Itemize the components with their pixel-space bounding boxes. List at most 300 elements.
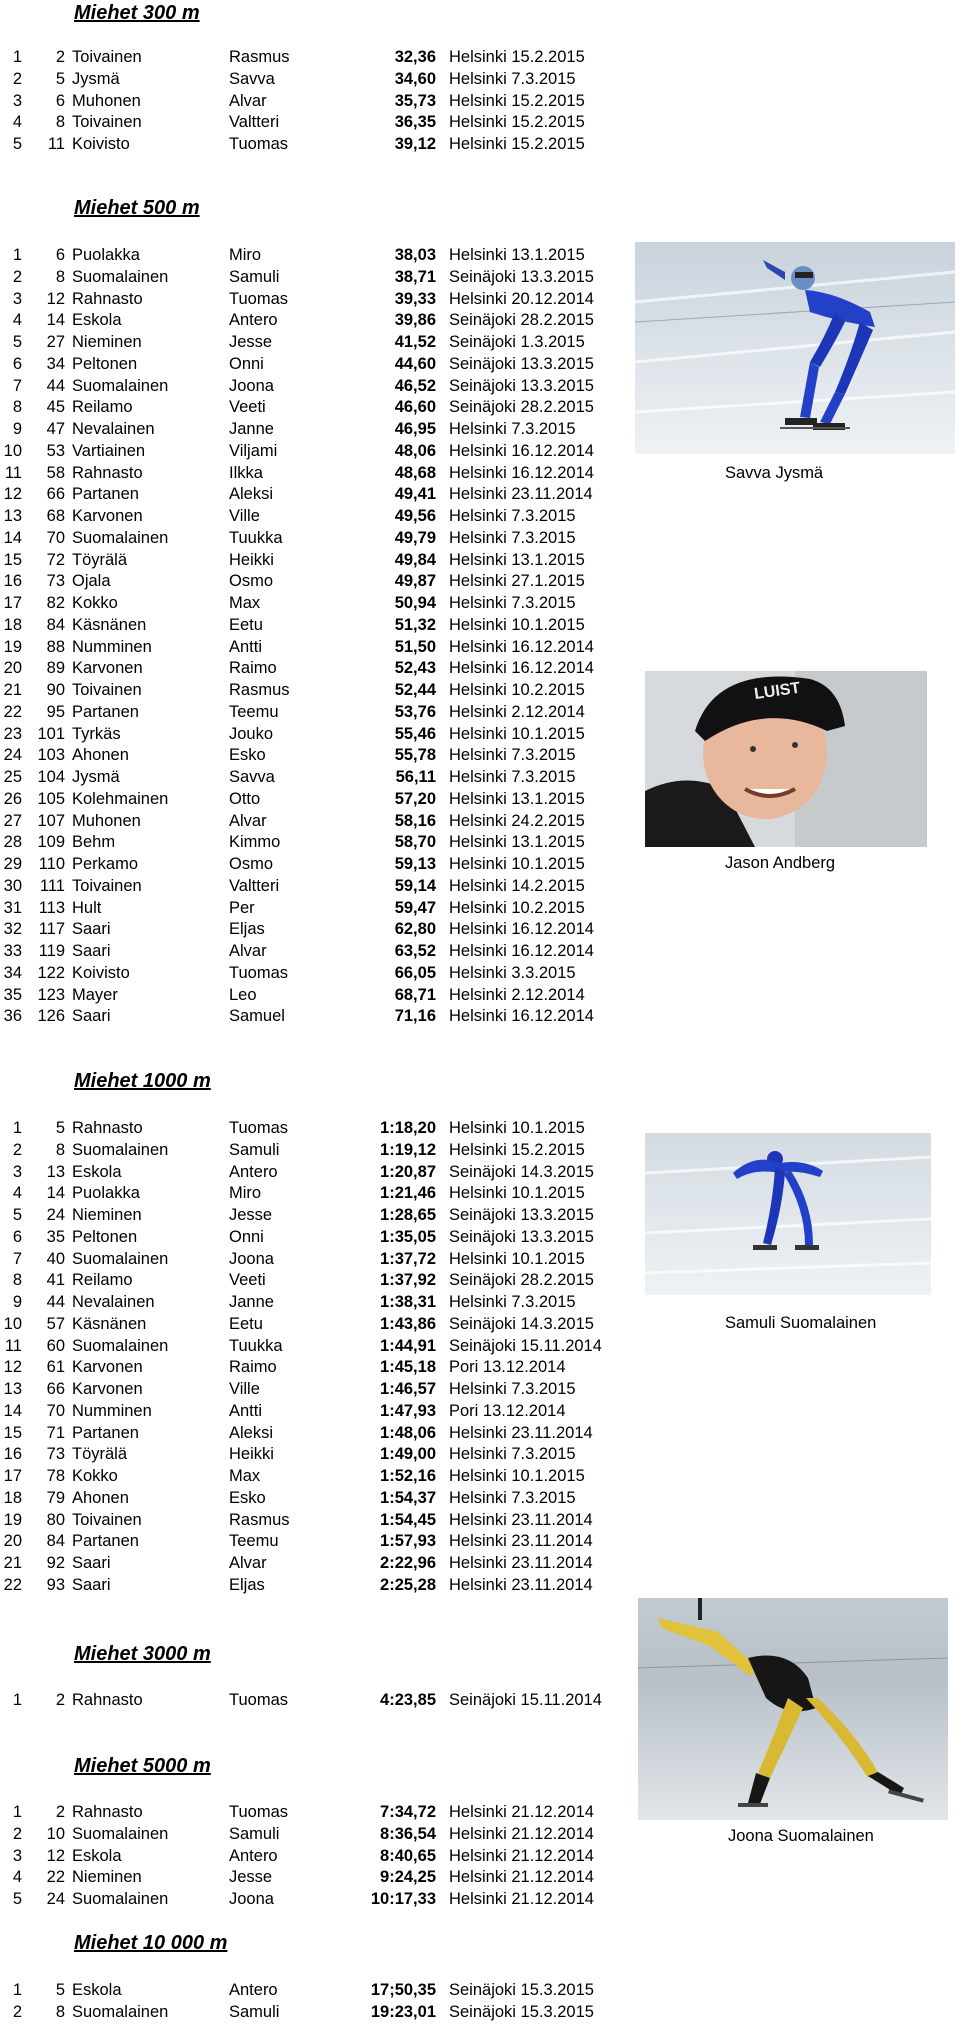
result-place: Helsinki 2.12.2014 (449, 702, 585, 721)
result-firstname: Teemu (229, 1532, 279, 1551)
result-lastname: Muhonen (72, 811, 141, 830)
result-time: 1:54,37 (380, 1488, 436, 1507)
result-lastname: Reilamo (72, 398, 133, 417)
result-firstname: Ville (229, 1380, 260, 1398)
result-place: Seinäjoki 28.2.2015 (449, 398, 594, 417)
result-bib: 79 (46, 1488, 65, 1507)
result-lastname: Kokko (72, 594, 118, 612)
result-lastname: Nevalainen (72, 420, 155, 438)
result-time: 1:35,05 (380, 1227, 436, 1246)
result-time: 58,70 (394, 833, 436, 852)
result-firstname: Raimo (229, 1358, 277, 1377)
result-firstname: Joona (229, 376, 274, 395)
result-place: Seinäjoki 15.3.2015 (449, 1981, 594, 1999)
result-rank: 22 (3, 702, 22, 721)
result-time: 1:49,00 (380, 1445, 436, 1464)
result-time: 51,32 (394, 615, 436, 634)
result-firstname: Joona (229, 1890, 274, 1908)
result-time: 46,95 (394, 420, 436, 438)
result-firstname: Esko (229, 1488, 266, 1507)
result-time: 2:22,96 (380, 1554, 436, 1572)
result-lastname: Ahonen (72, 746, 129, 765)
result-firstname: Tuukka (229, 1336, 283, 1355)
result-time: 1:28,65 (380, 1206, 436, 1224)
result-rank: 7 (12, 376, 22, 395)
skater-yellow-black-suit-photo (638, 1598, 948, 1820)
result-bib: 70 (46, 1401, 65, 1420)
result-firstname: Esko (229, 746, 266, 765)
result-place: Helsinki 15.2.2015 (449, 91, 585, 110)
result-lastname: Mayer (72, 985, 118, 1004)
result-firstname: Aleksi (229, 485, 274, 504)
result-firstname: Otto (229, 789, 261, 808)
result-bib: 72 (46, 550, 65, 569)
result-firstname: Per (229, 898, 255, 917)
result-lastname: Nieminen (72, 1868, 142, 1887)
result-bib: 6 (55, 246, 65, 264)
result-lastname: Suomalainen (72, 1140, 169, 1159)
result-place: Seinäjoki 15.3.2015 (449, 2002, 594, 2021)
result-time: 49,41 (394, 485, 436, 504)
result-rank: 36 (3, 1007, 22, 1026)
result-firstname: Antero (229, 1846, 278, 1865)
result-time: 1:37,72 (380, 1249, 436, 1268)
result-firstname: Savva (229, 69, 275, 88)
result-lastname: Numminen (72, 1401, 152, 1420)
result-bib: 41 (46, 1271, 65, 1290)
result-bib: 24 (46, 1890, 65, 1908)
result-rank: 3 (12, 91, 22, 110)
result-bib: 119 (38, 942, 65, 960)
result-rank: 10 (3, 441, 22, 460)
result-lastname: Toivainen (72, 876, 142, 895)
result-time: 56,11 (395, 768, 436, 786)
result-firstname: Alvar (229, 1554, 267, 1572)
result-place: Pori 13.12.2014 (449, 1401, 566, 1420)
result-firstname: Max (229, 594, 261, 612)
result-bib: 53 (46, 441, 65, 460)
result-firstname: Alvar (229, 811, 267, 830)
result-bib: 14 (46, 311, 65, 330)
result-time: 55,46 (394, 724, 436, 743)
result-place: Seinäjoki 13.3.2015 (449, 1227, 594, 1246)
result-firstname: Rasmus (229, 48, 290, 66)
result-place: Seinäjoki 28.2.2015 (449, 311, 594, 330)
result-firstname: Tuomas (229, 1119, 288, 1137)
result-time: 1:46,57 (380, 1380, 436, 1398)
result-lastname: Käsnänen (72, 615, 147, 634)
result-firstname: Veeti (229, 398, 266, 417)
result-place: Helsinki 7.3.2015 (449, 528, 576, 547)
result-rank: 5 (12, 1890, 22, 1908)
result-firstname: Antero (229, 311, 278, 330)
result-place: Helsinki 3.3.2015 (449, 963, 576, 982)
result-firstname: Joona (229, 1249, 274, 1268)
result-time: 1:18,20 (380, 1119, 436, 1137)
result-place: Helsinki 23.11.2014 (449, 485, 593, 504)
result-bib: 66 (46, 1380, 65, 1398)
result-firstname: Heikki (229, 550, 274, 569)
result-rank: 13 (3, 507, 22, 525)
result-rank: 18 (3, 1488, 22, 1507)
result-bib: 93 (46, 1575, 65, 1594)
result-rank: 29 (3, 855, 22, 873)
result-lastname: Peltonen (72, 1227, 138, 1246)
result-time: 1:38,31 (380, 1293, 436, 1311)
result-rank: 31 (3, 898, 22, 917)
result-place: Helsinki 7.3.2015 (449, 69, 576, 88)
result-time: 48,06 (394, 441, 436, 460)
result-bib: 68 (46, 507, 65, 525)
result-time: 1:44,91 (380, 1336, 436, 1355)
result-rank: 3 (12, 1846, 22, 1865)
result-time: 55,78 (394, 746, 436, 765)
result-time: 8:36,54 (380, 1824, 436, 1843)
result-lastname: Partanen (72, 485, 139, 504)
result-time: 1:48,06 (380, 1423, 436, 1442)
result-time: 34,60 (394, 69, 436, 88)
result-time: 68,71 (394, 985, 436, 1004)
result-place: Helsinki 15.2.2015 (449, 135, 585, 153)
result-lastname: Saari (72, 942, 111, 960)
result-lastname: Karvonen (72, 1380, 143, 1398)
result-time: 7:34,72 (380, 1803, 436, 1821)
result-rank: 2 (12, 267, 22, 286)
result-lastname: Töyrälä (72, 550, 128, 569)
result-rank: 6 (12, 354, 22, 373)
result-place: Seinäjoki 13.3.2015 (449, 1206, 594, 1224)
result-rank: 11 (4, 463, 22, 482)
result-firstname: Leo (229, 985, 257, 1004)
result-bib: 73 (46, 1445, 65, 1464)
result-lastname: Hult (72, 898, 102, 917)
result-rank: 4 (12, 311, 22, 330)
section-heading: Miehet 300 m (74, 2, 200, 24)
photo-caption: Savva Jysmä (725, 464, 824, 482)
result-bib: 58 (46, 463, 65, 482)
result-rank: 35 (3, 985, 22, 1004)
result-lastname: Suomalainen (72, 1890, 169, 1908)
result-firstname: Samuli (229, 1140, 280, 1159)
result-place: Seinäjoki 13.3.2015 (449, 376, 594, 395)
result-rank: 33 (3, 942, 22, 960)
result-firstname: Antti (229, 1401, 263, 1420)
result-rank: 15 (3, 1423, 22, 1442)
result-bib: 103 (37, 746, 65, 765)
result-place: Helsinki 10.2.2015 (449, 681, 585, 699)
result-lastname: Toivainen (72, 48, 142, 66)
result-time: 2:25,28 (380, 1575, 436, 1594)
result-lastname: Saari (72, 920, 111, 939)
result-time: 49,79 (394, 528, 436, 547)
result-place: Helsinki 21.12.2014 (449, 1868, 594, 1887)
result-rank: 22 (3, 1575, 22, 1594)
result-rank: 5 (12, 1206, 22, 1224)
result-place: Helsinki 7.3.2015 (449, 507, 576, 525)
result-lastname: Rahnasto (72, 1803, 143, 1821)
result-place: Helsinki 23.11.2014 (449, 1423, 593, 1442)
result-time: 1:37,92 (380, 1271, 436, 1290)
result-rank: 8 (12, 398, 22, 417)
result-rank: 2 (12, 69, 22, 88)
result-lastname: Partanen (72, 1423, 139, 1442)
result-rank: 23 (3, 724, 22, 743)
result-time: 38,71 (394, 267, 436, 286)
result-bib: 45 (46, 398, 65, 417)
result-bib: 5 (55, 1119, 65, 1137)
result-lastname: Karvonen (72, 1358, 143, 1377)
result-time: 71,16 (394, 1007, 436, 1026)
result-rank: 1 (12, 1981, 22, 1999)
result-rank: 21 (3, 1554, 22, 1572)
result-rank: 16 (3, 572, 22, 591)
result-bib: 78 (46, 1467, 65, 1485)
result-bib: 12 (46, 1846, 65, 1865)
result-bib: 104 (37, 768, 65, 786)
result-firstname: Tuomas (229, 963, 288, 982)
result-place: Helsinki 7.3.2015 (449, 1293, 576, 1311)
result-bib: 5 (55, 1981, 65, 1999)
result-lastname: Nieminen (72, 333, 142, 351)
result-rank: 14 (3, 1401, 22, 1420)
result-rank: 7 (12, 1249, 22, 1268)
result-firstname: Samuel (229, 1007, 285, 1026)
result-place: Helsinki 10.1.2015 (449, 1119, 585, 1137)
result-time: 57,20 (394, 789, 436, 808)
result-firstname: Viljami (229, 441, 278, 460)
result-place: Helsinki 7.3.2015 (449, 420, 576, 438)
result-place: Helsinki 27.1.2015 (449, 572, 585, 591)
result-bib: 109 (37, 833, 65, 852)
result-bib: 95 (46, 702, 65, 721)
result-bib: 66 (46, 485, 65, 504)
result-place: Helsinki 13.1.2015 (449, 789, 585, 808)
result-lastname: Eskola (72, 311, 122, 330)
result-place: Helsinki 7.3.2015 (449, 746, 576, 765)
result-time: 59,13 (394, 855, 436, 873)
result-place: Helsinki 10.1.2015 (449, 1467, 585, 1485)
result-rank: 2 (12, 1140, 22, 1159)
result-time: 44,60 (394, 354, 436, 373)
result-lastname: Vartiainen (72, 441, 146, 460)
result-bib: 12 (46, 289, 65, 308)
result-rank: 8 (12, 1271, 22, 1290)
result-bib: 122 (37, 963, 65, 982)
result-rank: 18 (3, 615, 22, 634)
result-bib: 111 (39, 876, 65, 895)
section-heading: Miehet 3000 m (74, 1643, 211, 1665)
result-rank: 2 (12, 2002, 22, 2021)
result-time: 1:54,45 (380, 1510, 436, 1529)
result-rank: 24 (3, 746, 22, 765)
result-lastname: Numminen (72, 637, 152, 656)
result-firstname: Veeti (229, 1271, 266, 1290)
result-time: 4:23,85 (380, 1691, 436, 1709)
result-lastname: Jysmä (72, 768, 120, 786)
result-bib: 35 (46, 1227, 65, 1246)
result-firstname: Tuomas (229, 1803, 288, 1821)
result-place: Helsinki 23.11.2014 (449, 1554, 593, 1572)
result-firstname: Samuli (229, 2002, 280, 2021)
result-bib: 44 (46, 376, 65, 395)
result-lastname: Ahonen (72, 1488, 129, 1507)
result-place: Helsinki 15.2.2015 (449, 113, 585, 132)
result-firstname: Jesse (229, 333, 273, 351)
result-time: 1:43,86 (380, 1314, 436, 1333)
result-bib: 123 (37, 985, 65, 1004)
result-time: 1:57,93 (380, 1532, 436, 1551)
result-lastname: Behm (72, 833, 116, 852)
result-rank: 13 (3, 1380, 22, 1398)
result-firstname: Savva (229, 768, 275, 786)
result-bib: 73 (46, 572, 65, 591)
result-place: Helsinki 10.1.2015 (449, 855, 585, 873)
result-bib: 27 (46, 333, 65, 351)
result-firstname: Samuli (229, 1824, 280, 1843)
result-place: Helsinki 21.12.2014 (449, 1803, 594, 1821)
result-rank: 4 (12, 113, 22, 132)
result-place: Helsinki 10.1.2015 (449, 1249, 585, 1268)
result-rank: 32 (3, 920, 22, 939)
result-firstname: Eljas (229, 1575, 265, 1594)
result-rank: 19 (3, 1510, 22, 1529)
result-place: Seinäjoki 15.11.2014 (449, 1336, 602, 1355)
result-place: Seinäjoki 15.11.2014 (449, 1691, 602, 1709)
photo-caption: Jason Andberg (725, 854, 836, 872)
result-lastname: Jysmä (72, 69, 120, 88)
result-bib: 11 (47, 135, 65, 153)
result-place: Helsinki 23.11.2014 (449, 1532, 593, 1551)
result-place: Helsinki 7.3.2015 (449, 768, 576, 786)
result-lastname: Töyrälä (72, 1445, 128, 1464)
result-place: Helsinki 16.12.2014 (449, 441, 594, 460)
result-bib: 6 (55, 91, 65, 110)
result-firstname: Eetu (229, 615, 263, 634)
result-place: Helsinki 14.2.2015 (449, 876, 585, 895)
result-time: 49,87 (394, 572, 436, 591)
result-bib: 8 (55, 113, 65, 132)
result-place: Helsinki 21.12.2014 (449, 1824, 594, 1843)
result-place: Seinäjoki 14.3.2015 (449, 1314, 594, 1333)
result-rank: 3 (12, 289, 22, 308)
result-rank: 34 (3, 963, 22, 982)
result-rank: 5 (12, 135, 22, 153)
result-firstname: Max (229, 1467, 261, 1485)
result-firstname: Alvar (229, 942, 267, 960)
result-place: Helsinki 24.2.2015 (449, 811, 585, 830)
result-lastname: Peltonen (72, 354, 138, 373)
svg-text:LUIST: LUIST (753, 679, 802, 703)
result-rank: 14 (3, 528, 22, 547)
result-lastname: Kokko (72, 1467, 118, 1485)
result-lastname: Rahnasto (72, 1119, 143, 1137)
result-bib: 8 (55, 2002, 65, 2021)
result-bib: 82 (46, 594, 65, 612)
result-rank: 5 (12, 333, 22, 351)
result-place: Helsinki 10.1.2015 (449, 615, 585, 634)
result-firstname: Eljas (229, 920, 265, 939)
result-rank: 9 (12, 420, 22, 438)
result-rank: 16 (3, 1445, 22, 1464)
result-rank: 27 (3, 811, 22, 830)
result-time: 48,68 (394, 463, 436, 482)
result-firstname: Tuomas (229, 1691, 288, 1709)
result-firstname: Samuli (229, 267, 280, 286)
result-rank: 20 (3, 659, 22, 678)
result-time: 38,03 (394, 246, 436, 264)
result-place: Helsinki 20.12.2014 (449, 289, 594, 308)
section-heading: Miehet 10 000 m (74, 1932, 228, 1954)
result-firstname: Tuukka (229, 528, 283, 547)
section-heading: Miehet 1000 m (74, 1070, 211, 1092)
result-bib: 34 (46, 354, 65, 373)
result-rank: 21 (3, 681, 22, 699)
result-bib: 88 (46, 637, 65, 656)
result-time: 53,76 (394, 702, 436, 721)
result-place: Helsinki 13.1.2015 (449, 833, 585, 852)
result-time: 1:19,12 (380, 1140, 436, 1159)
result-place: Helsinki 16.12.2014 (449, 920, 594, 939)
result-firstname: Heikki (229, 1445, 274, 1464)
photo-caption: Samuli Suomalainen (725, 1314, 877, 1332)
result-bib: 57 (46, 1314, 65, 1333)
result-lastname: Eskola (72, 1846, 122, 1865)
result-bib: 24 (46, 1206, 65, 1224)
result-rank: 4 (12, 1868, 22, 1887)
result-lastname: Nieminen (72, 1206, 142, 1224)
result-lastname: Suomalainen (72, 2002, 169, 2021)
section-heading: Miehet 500 m (74, 197, 200, 219)
result-bib: 40 (46, 1249, 65, 1268)
result-time: 52,43 (394, 659, 436, 678)
photo-caption: Joona Suomalainen (728, 1827, 874, 1845)
result-firstname: Tuomas (229, 289, 288, 308)
result-place: Helsinki 13.1.2015 (449, 550, 585, 569)
result-firstname: Tuomas (229, 135, 288, 153)
result-firstname: Valtteri (229, 113, 280, 132)
result-lastname: Suomalainen (72, 267, 169, 286)
result-rank: 19 (3, 637, 22, 656)
result-firstname: Antero (229, 1162, 278, 1181)
result-rank: 6 (12, 1227, 22, 1246)
result-lastname: Partanen (72, 702, 139, 721)
result-firstname: Onni (229, 1227, 264, 1246)
result-place: Seinäjoki 13.3.2015 (449, 267, 594, 286)
result-time: 1:45,18 (380, 1358, 436, 1377)
result-firstname: Kimmo (229, 833, 281, 852)
result-place: Helsinki 16.12.2014 (449, 463, 594, 482)
result-bib: 2 (55, 48, 65, 66)
result-rank: 28 (3, 833, 22, 852)
result-place: Helsinki 13.1.2015 (449, 246, 585, 264)
result-place: Helsinki 16.12.2014 (449, 659, 594, 678)
section-heading: Miehet 5000 m (74, 1755, 211, 1777)
result-time: 1:21,46 (380, 1184, 436, 1203)
result-bib: 22 (46, 1868, 65, 1887)
result-time: 63,52 (394, 942, 436, 960)
result-rank: 9 (12, 1293, 22, 1311)
result-lastname: Karvonen (72, 659, 143, 678)
result-lastname: Tyrkäs (72, 724, 121, 743)
result-bib: 13 (46, 1162, 65, 1181)
result-firstname: Miro (229, 1184, 262, 1203)
result-place: Helsinki 16.12.2014 (449, 1007, 594, 1026)
result-lastname: Partanen (72, 1532, 139, 1551)
result-bib: 70 (46, 528, 65, 547)
result-time: 32,36 (394, 48, 436, 66)
result-place: Seinäjoki 14.3.2015 (449, 1162, 594, 1181)
result-rank: 2 (12, 1824, 22, 1843)
